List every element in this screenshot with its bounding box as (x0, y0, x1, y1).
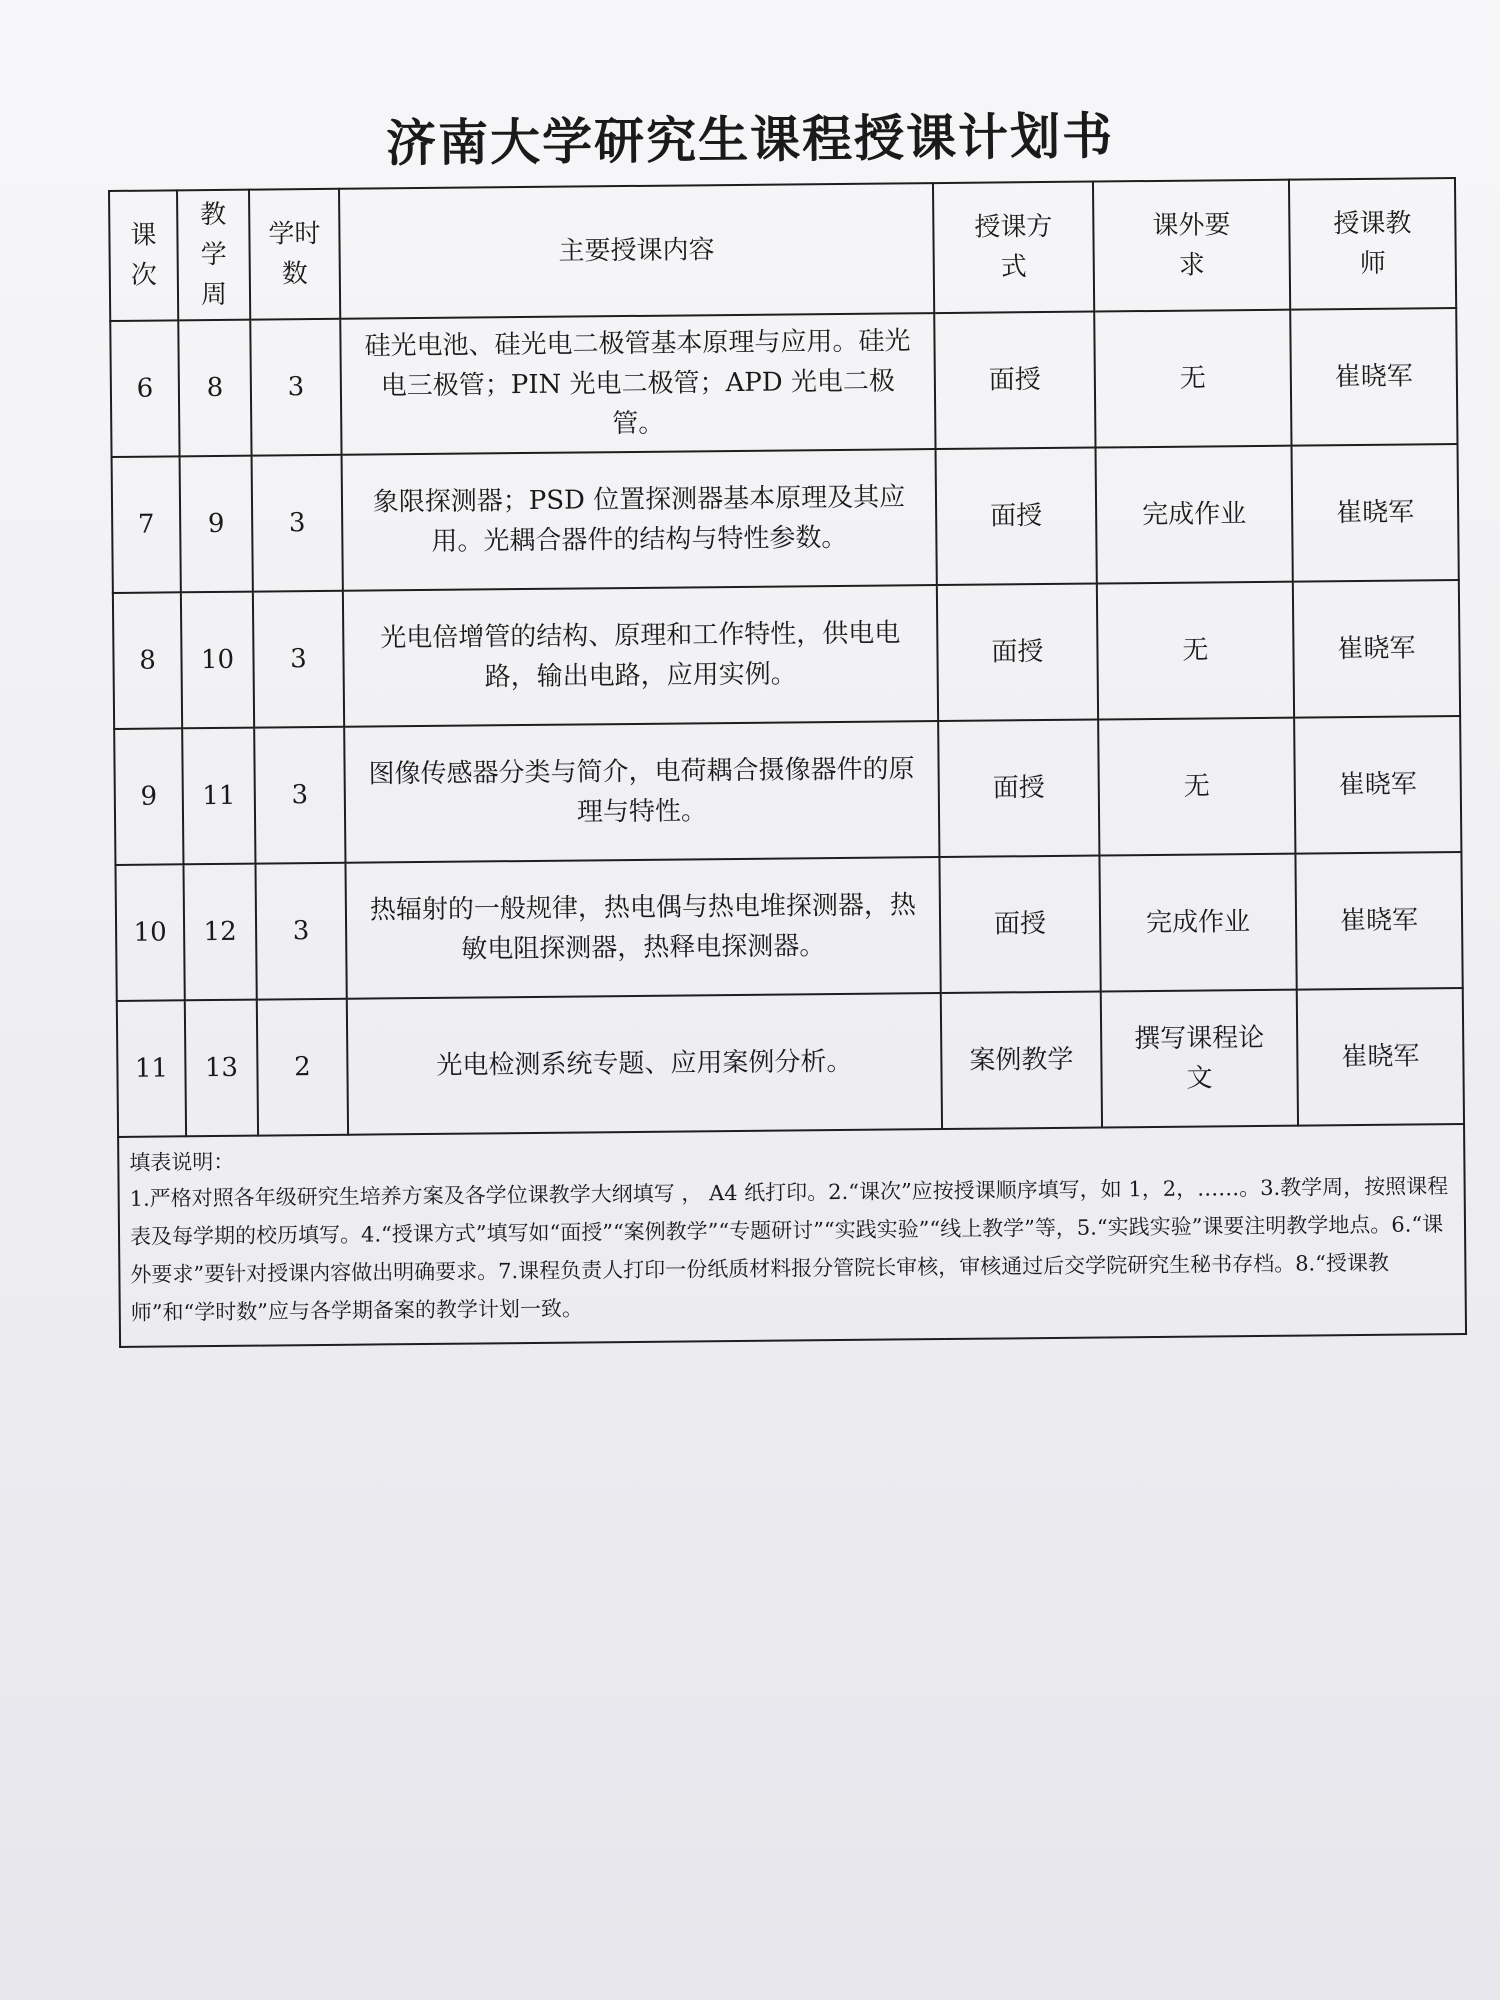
cell-lesson: 7 (112, 456, 181, 593)
cell-teacher: 崔晓军 (1294, 716, 1461, 854)
table-row (114, 716, 1461, 865)
cell-content: 光电倍增管的结构、原理和工作特性，供电电路，输出电路，应用实例。 (343, 585, 938, 727)
cell-hours: 3 (252, 455, 343, 592)
cell-lesson: 9 (114, 728, 183, 865)
cell-content: 光电检测系统专题、应用案例分析。 (347, 993, 942, 1135)
instructions-cell (118, 1124, 1466, 1347)
instructions-text: 1.严格对照各年级研究生培养方案及各学位课教学大纲填写 ， A4 纸打印。2.“课次”应按授课顺序填写，如 1，2，……。3.教学周，按照课程表及每学期的校历填写。4.“授课方式”填写如“面授”“案例教学”“专题研讨”“实践实验”“线上教学”等，5.“实践实验”课要注明教学地点。6.“课外要求”要针对授课内容做出明确要求。7.课程负责人打印一份纸质材料报分管院长审核，审核通过后交学院研究生秘书存档。8.“授课教师”和“学时数”应与各学期备案的教学计划一致。 (129, 1174, 1449, 1325)
cell-homework: 无 (1094, 310, 1291, 448)
cell-homework: 无 (1097, 582, 1294, 720)
notes-row (118, 1124, 1466, 1347)
instructions-heading: 填表说明： (129, 1149, 235, 1175)
cell-homework: 完成作业 (1096, 446, 1293, 584)
course-plan-table-wrapper (108, 177, 1465, 1348)
cell-hours: 3 (250, 319, 341, 456)
cell-teacher: 崔晓军 (1297, 988, 1464, 1126)
cell-homework: 无 (1098, 718, 1295, 856)
header-content: 主要授课内容 (339, 183, 934, 319)
cell-content: 图像传感器分类与简介，电荷耦合摄像器件的原理与特性。 (344, 721, 939, 863)
cell-content: 象限探测器；PSD 位置探测器基本原理及其应用。光耦合器件的结构与特性参数。 (342, 449, 937, 591)
cell-hours: 2 (257, 999, 348, 1136)
cell-content: 热辐射的一般规律，热电偶与热电堆探测器，热敏电阻探测器，热释电探测器。 (345, 857, 940, 999)
header-homework: 课外要求 (1093, 180, 1290, 312)
table-row (115, 852, 1462, 1001)
header-method: 授课方式 (933, 182, 1094, 314)
cell-method: 面授 (938, 720, 1099, 858)
cell-homework: 撰写课程论文 (1101, 990, 1298, 1128)
cell-week: 13 (185, 1000, 258, 1137)
cell-hours: 3 (255, 863, 346, 1000)
table-row (113, 580, 1460, 729)
cell-teacher: 崔晓军 (1293, 580, 1460, 718)
cell-teacher: 崔晓军 (1292, 444, 1459, 582)
cell-teacher: 崔晓军 (1295, 852, 1462, 990)
cell-week: 12 (183, 864, 256, 1001)
cell-lesson: 6 (110, 320, 179, 457)
course-plan-table (108, 177, 1467, 1348)
table-row (110, 308, 1457, 457)
cell-teacher: 崔晓军 (1290, 308, 1457, 446)
page-title: 济南大学研究生课程授课计划书 (385, 106, 1115, 173)
header-week: 教学周 (177, 190, 250, 321)
header-lesson: 课次 (109, 190, 178, 321)
cell-week: 10 (181, 592, 254, 729)
header-teacher: 授课教师 (1289, 178, 1456, 310)
cell-lesson: 10 (115, 864, 184, 1001)
cell-homework: 完成作业 (1099, 854, 1296, 992)
cell-method: 面授 (934, 312, 1095, 450)
cell-method: 面授 (939, 856, 1100, 994)
cell-method: 案例教学 (941, 992, 1102, 1130)
cell-week: 8 (178, 320, 251, 457)
cell-week: 9 (180, 456, 253, 593)
cell-week: 11 (182, 728, 255, 865)
cell-lesson: 11 (117, 1000, 186, 1137)
table-row (117, 988, 1464, 1137)
cell-method: 面授 (936, 448, 1097, 586)
cell-hours: 3 (253, 591, 344, 728)
cell-lesson: 8 (113, 592, 182, 729)
table-row (112, 444, 1459, 593)
header-hours: 学时数 (249, 189, 340, 320)
cell-method: 面授 (937, 584, 1098, 722)
table-header-row (109, 178, 1456, 321)
cell-content: 硅光电池、硅光电二极管基本原理与应用。硅光电三极管；PIN 光电二极管；APD 光电二极管。 (340, 313, 935, 455)
cell-hours: 3 (254, 727, 345, 864)
